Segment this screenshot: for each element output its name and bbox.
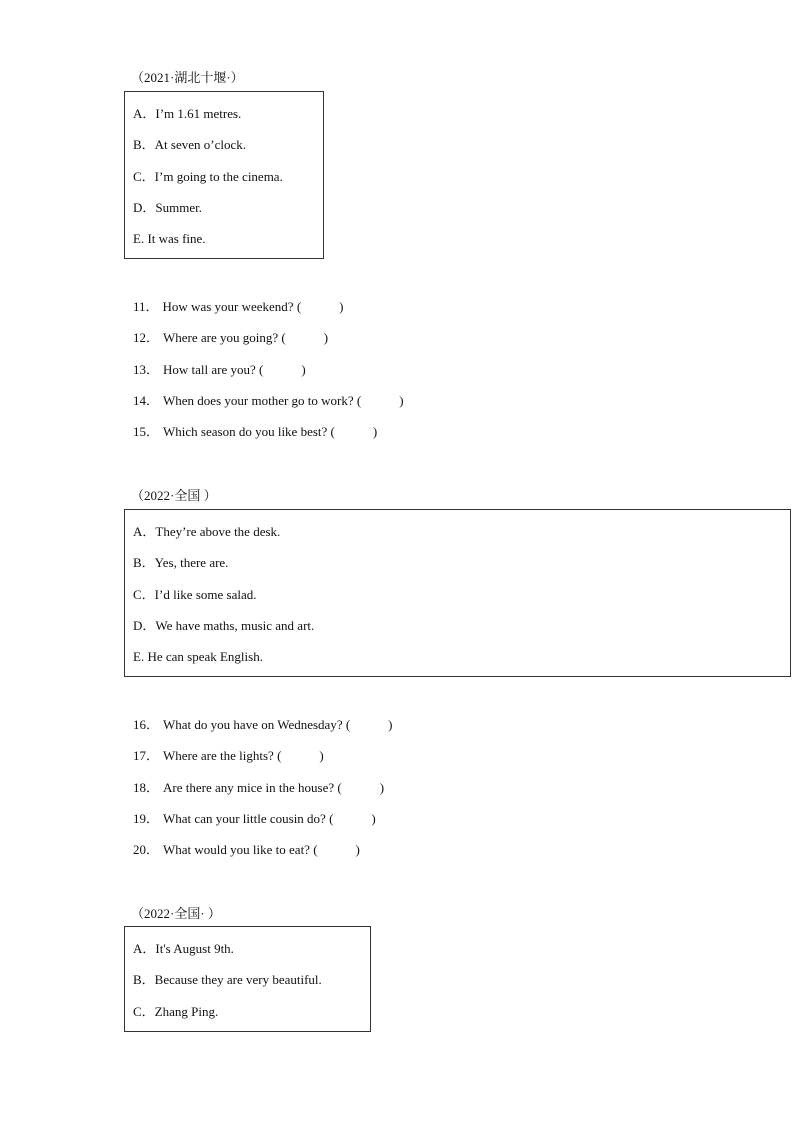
question-text: Where are you going? ( [163, 330, 286, 346]
question-item [133, 834, 393, 865]
question-number: 18． [133, 779, 160, 795]
question-text: How tall are you? ( [163, 361, 264, 377]
paren-close: ) [355, 842, 360, 858]
paren-close: ) [379, 779, 385, 795]
question-text: What can your little cousin do? ( [163, 810, 334, 826]
question-item [133, 709, 393, 740]
option-b: B．At seven o’clock. [133, 137, 247, 153]
question-number: 11． [133, 299, 159, 314]
paren-close: ) [323, 330, 329, 346]
paren-close: ) [388, 717, 393, 732]
option-c: C．I’m going to the cinema. [133, 168, 283, 184]
paren-close: ) [319, 748, 324, 764]
paren-close: ) [339, 299, 344, 314]
option-a: A．They’re above the desk. [133, 524, 281, 539]
question-number: 19． [133, 810, 160, 826]
question-item [133, 291, 404, 322]
question-number: 17． [133, 748, 160, 764]
question-text: What do you have on Wednesday? ( [163, 717, 351, 732]
option-a: A．It's August 9th. [133, 941, 234, 956]
options-box [124, 91, 324, 259]
question-list [133, 291, 404, 447]
options-box [124, 926, 371, 1032]
question-text: Where are the lights? ( [163, 748, 282, 764]
source-label: （2022·全国· ） [131, 906, 221, 921]
question-list [133, 709, 393, 865]
question-text: When does your mother go to work? ( [163, 392, 362, 408]
question-number: 13． [133, 361, 160, 377]
option-a: A．I’m 1.61 metres. [133, 106, 242, 121]
source-label: （2021·湖北十堰·） [131, 70, 244, 85]
question-number: 12． [133, 330, 160, 346]
source-label: （2022·全国 ） [131, 488, 217, 503]
question-item [133, 740, 393, 771]
option-c: C．Zhang Ping. [133, 1003, 219, 1019]
question-number: 15． [133, 424, 160, 440]
paren-close: ) [372, 424, 378, 440]
option-d: D．Summer. [133, 199, 202, 215]
question-number: 14． [133, 392, 160, 408]
paren-close: ) [399, 392, 404, 408]
options-box [124, 509, 791, 677]
option-c: C．I’d like some salad. [133, 586, 257, 602]
question-text: What would you like to eat? ( [163, 842, 318, 858]
question-item [133, 385, 404, 416]
option-d: D．We have maths, music and art. [133, 617, 315, 633]
question-item [133, 416, 404, 447]
question-item [133, 354, 404, 385]
question-item [133, 803, 393, 834]
question-number: 20． [133, 842, 160, 858]
question-item [133, 772, 393, 803]
question-number: 16． [133, 717, 160, 732]
paren-close: ) [301, 361, 306, 377]
question-item [133, 322, 404, 353]
option-e: E. It was fine. [133, 231, 206, 247]
question-text: Which season do you like best? ( [163, 424, 335, 440]
option-b: B．Because they are very beautiful. [133, 972, 322, 988]
question-text: How was your weekend? ( [162, 299, 302, 314]
paren-close: ) [371, 810, 376, 826]
option-e: E. He can speak English. [133, 649, 263, 665]
question-text: Are there any mice in the house? ( [163, 779, 342, 795]
option-b: B．Yes, there are. [133, 555, 229, 571]
